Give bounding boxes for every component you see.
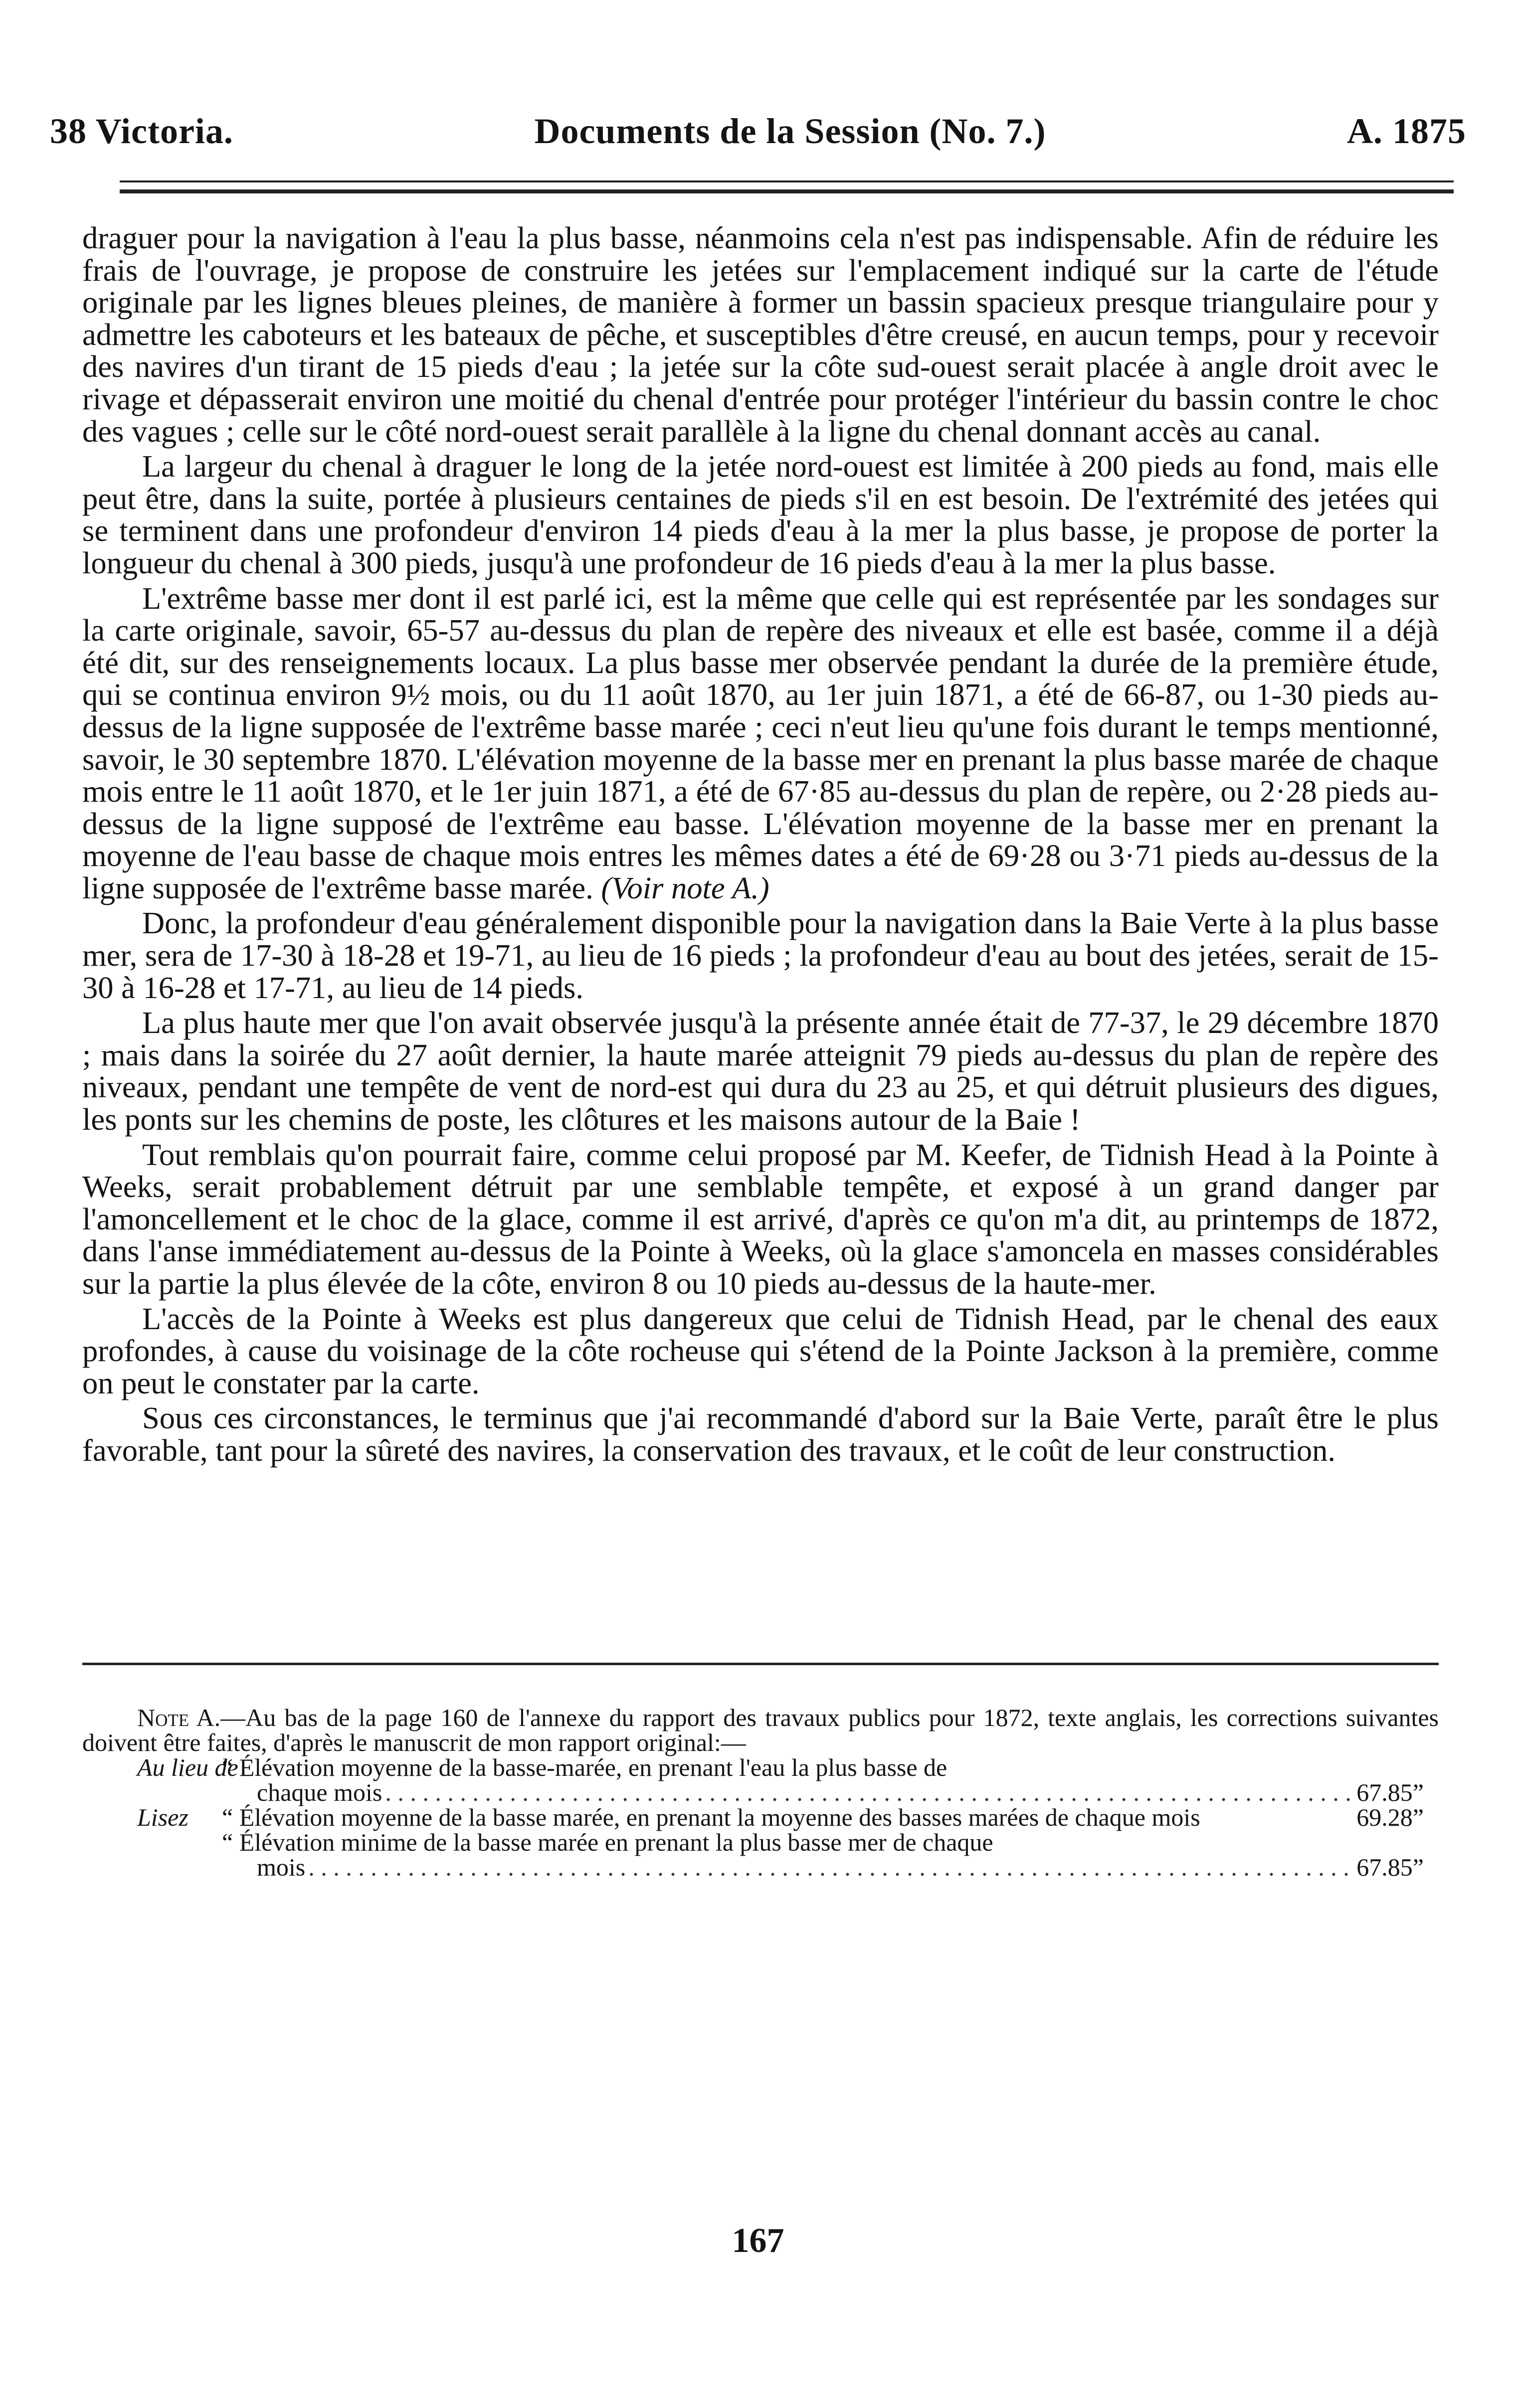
paragraph-basse-mer — [82, 582, 1439, 904]
footnote-lisez-2-text-1: “ Élévation minime de la basse marée en prenant la plus basse mer de chaque — [222, 1828, 993, 1856]
footnote-line — [222, 1803, 1424, 1831]
footnote-au-lieu-text-2: chaque mois — [257, 1778, 382, 1806]
paragraph-terminus: Sous ces circonstances, le terminus que j'ai recommandé d'abord sur la Baie Verte, paraît être le plus favorable, tant pour la sûreté des navires, la conservation des travaux, et le coût de leur construction. — [82, 1400, 1439, 1468]
see-note-reference: (Voir note A.) — [601, 870, 769, 905]
body-text — [82, 222, 1439, 1467]
header-year: A. 1875 — [1347, 111, 1466, 151]
paragraph-basse-mer-text: L'extrême basse mer dont il est parlé ici, est la même que celle qui est représentée par les sondages sur la carte originale, savoir, 65-57 au-dessus du plan de repère des niveaux et elle est basée, comme il a déjà été dit, sur des renseignements locaux. La plus basse mer observée pendant la durée de la première étude, qui se continua environ 9½ mois, ou du 11 août 1870, au 1er juin 1871, a été de 66-87, ou 1-30 pieds au-dessus de la ligne supposée de l'extrême basse marée ; ceci n'eut lieu qu'une fois durant le temps mentionné, savoir, le 30 septembre 1870. L'élévation moyenne de la basse mer en prenant la plus basse marée de chaque mois entre le 11 août 1870, et le 1er juin 1871, a été de 67·85 au-dessus du plan de repère, ou 2·28 pieds au-dessus de la ligne supposé de l'extrême eau basse. L'élévation moyenne de la basse mer en prenant la moyenne de l'eau basse de chaque mois entres les mêmes dates a été de 69·28 ou 3·71 pieds au-dessus de la ligne supposée de l'extrême basse marée. — [82, 580, 1439, 905]
footnote-line — [257, 1778, 1424, 1806]
paragraph-largeur-chenal: La largeur du chenal à draguer le long de la jetée nord-ouest est limitée à 200 pieds au fond, mais elle peut être, dans la suite, portée à plusieurs centaines de pieds s'il en est besoin. De l'extrémité des jetées qui se terminent dans une profondeur d'environ 14 pieds d'eau à la mer la plus basse, je propose de porter la longueur du chenal à 300 pieds, jusqu'à une profondeur de 16 pieds d'eau à la mer la plus basse. — [82, 449, 1439, 580]
footnote-line — [257, 1853, 1424, 1881]
footnote-lisez-1-text: “ Élévation moyenne de la basse marée, en prenant la moyenne des basses marées de chaque mois — [222, 1803, 1200, 1831]
header-document-title: Documents de la Session (No. 7.) — [534, 111, 1046, 151]
header-rule-thin — [120, 180, 1454, 182]
footnote-au-lieu-value: 67.85” — [1356, 1778, 1424, 1806]
footnote-entry-lisez-1 — [82, 1805, 1439, 1830]
footnote-line — [222, 1755, 1356, 1780]
paragraph-jetees: draguer pour la navigation à l'eau la plus basse, néanmoins cela n'est pas indispensable. Afin de réduire les frais de l'ouvrage, je propose de construire les jetées sur l'emplacement indiqué sur la carte de l'étude originale par les lignes bleues pleines, de manière à former un bassin spacieux presque triangulaire pour y admettre les caboteurs et les bateaux de pêche, et susceptibles d'être creusé, en aucun temps, pour y recevoir des navires d'un tirant de 15 pieds d'eau ; la jetée sur la côte sud-ouest serait placée à angle droit avec le rivage et dépasserait environ une moitié du chenal d'entrée pour protéger l'intérieur du bassin contre le choc des vagues ; celle sur le côté nord-ouest serait parallèle à la ligne du chenal donnant accès au canal. — [82, 220, 1439, 449]
footnote-entry-lisez-2 — [82, 1830, 1439, 1880]
leader-dots — [308, 1855, 1353, 1880]
leader-dots — [385, 1780, 1353, 1805]
footnote-au-lieu-label: Au lieu de — [137, 1753, 238, 1781]
footnote-au-lieu-text-1: “ Élévation moyenne de la basse-marée, en prenant l'eau la plus basse de — [222, 1753, 948, 1781]
footnote-intro — [82, 1705, 1439, 1755]
footnote-a — [82, 1705, 1439, 1880]
paragraph-remblais: Tout remblais qu'on pourrait faire, comme celui proposé par M. Keefer, de Tidnish Head à la Pointe à Weeks, serait probablement détruit par une semblable tempête, et exposé à un grand danger par l'amoncellement et le choc de la glace, comme il est arrivé, d'après ce qu'on m'a dit, au printemps de 1872, dans l'anse immédiatement au-dessus de la Pointe à Weeks, où la glace s'amoncela en masses considérables sur la partie la plus élevée de la côte, environ 8 ou 10 pieds au-dessus de la haute-mer. — [82, 1137, 1439, 1301]
footnote-lisez-label: Lisez — [137, 1803, 189, 1831]
footnote-label: Note A. — [137, 1704, 221, 1731]
footnote-lisez-2-value: 67.85” — [1356, 1853, 1424, 1881]
page-number: 167 — [732, 2222, 784, 2260]
footnote-intro-text: —Au bas de la page 160 de l'annexe du rapport des travaux publics pour 1872, texte anglais, les corrections suivantes doivent être faites, d'après le manuscrit de mon rapport original:— — [82, 1704, 1439, 1756]
header-reign-year: 38 Victoria. — [50, 111, 233, 151]
footnote-entry-au-lieu — [82, 1755, 1439, 1805]
header-rule-thick — [120, 189, 1454, 193]
footnote-lisez-2-text-2: mois — [257, 1853, 306, 1881]
footnote-rule — [82, 1663, 1439, 1665]
footnote-lisez-1-value: 69.28” — [1356, 1803, 1424, 1831]
paragraph-profondeur: Donc, la profondeur d'eau généralement disponible pour la navigation dans la Baie Verte à la plus basse mer, sera de 17-30 à 18-28 et 19-71, au lieu de 16 pieds ; la profondeur d'eau au bout des jetées, serait de 15-30 à 16-28 et 17-71, au lieu de 14 pieds. — [82, 905, 1439, 1005]
running-header — [50, 92, 1466, 152]
footnote-line — [222, 1830, 1356, 1855]
paragraph-haute-mer: La plus haute mer que l'on avait observée jusqu'à la présente année était de 77-37, le 29 décembre 1870 ; mais dans la soirée du 27 août dernier, la haute marée atteignit 79 pieds au-dessus du plan de repère des niveaux, pendant une tempête de vent de nord-est qui dura du 23 au 25, et qui détruit plusieurs des digues, les ponts sur les chemins de poste, les clôtures et les maisons autour de la Baie ! — [82, 1005, 1439, 1137]
paragraph-acces-pointe: L'accès de la Pointe à Weeks est plus dangereux que celui de Tidnish Head, par le chenal des eaux profondes, à cause du voisinage de la côte rocheuse qui s'étend de la Pointe Jackson à la première, comme on peut le constater par la carte. — [82, 1301, 1439, 1400]
